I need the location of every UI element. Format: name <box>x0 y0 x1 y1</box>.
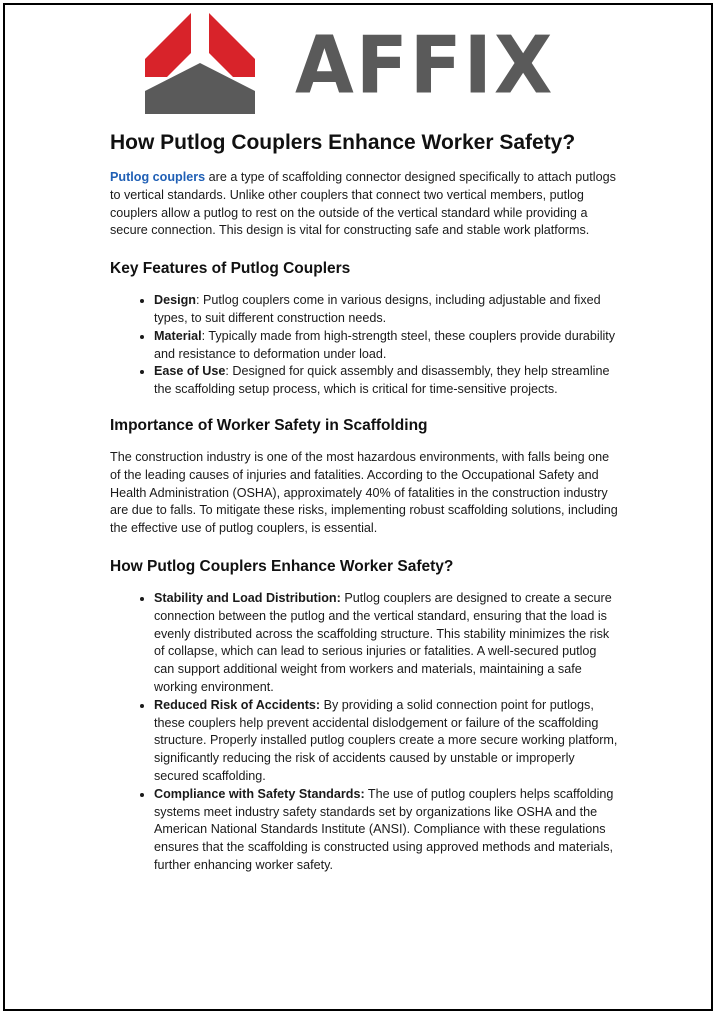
affix-logo <box>145 13 565 117</box>
intro-text: are a type of scaffolding connector designed specifically to attach putlogs to vertical standards. Unlike other couplers that connect two vertical members, putlog couplers allow a putlog to rest on the outside of the vertical standard while providing a secure connection. This design is vital for constructing safe and stable work platforms. <box>110 170 616 238</box>
list-item: • Reduced Risk of Accidents: By providing a solid connection point for putlogs, these couplers help prevent accidental dislodgement or failure of the scaffolding structure. Properly installed putlog couplers create a more secure working platform, significantly reducing the risk of accidents caused by unstable or improperly secured scaffolding. <box>154 697 620 786</box>
affix-logo-mark <box>145 13 255 115</box>
list-item: • Material: Typically made from high-strength steel, these couplers provide durability and resistance to deformation under load. <box>154 328 620 364</box>
list-item: • Ease of Use: Designed for quick assembly and disassembly, they help streamline the scaffolding setup process, which is critical for time-sensitive projects. <box>154 363 620 399</box>
features-heading: Key Features of Putlog Couplers <box>110 260 351 278</box>
document-page <box>3 3 713 1011</box>
list-item: • Design: Putlog couplers come in various designs, including adjustable and fixed types, to suit different construction needs. <box>154 292 620 328</box>
list-item: • Stability and Load Distribution: Putlog couplers are designed to create a secure connection between the putlog and the vertical standard, ensuring that the load is evenly distributed across the scaffolding structure. This stability minimizes the risk of collapse, which can lead to serious injuries or fatalities. A well-secured putlog can support additional weight from workers and materials, maintaining a safe working environment. <box>154 590 620 697</box>
list-item: • Compliance with Safety Standards: The use of putlog couplers helps scaffolding systems meet industry safety standards set by organizations like OSHA and the American National Standards Institute (ANSI). Compliance with these regulations ensures that the scaffolding is constructed using approved methods and materials, further enhancing worker safety. <box>154 786 620 875</box>
enhance-heading: How Putlog Couplers Enhance Worker Safety? <box>110 557 454 575</box>
enhance-list <box>110 590 620 875</box>
putlog-couplers-link[interactable]: Putlog couplers <box>110 170 206 184</box>
intro-paragraph <box>110 169 620 240</box>
page-title: How Putlog Couplers Enhance Worker Safety? <box>110 131 576 154</box>
importance-heading: Importance of Worker Safety in Scaffolding <box>110 416 428 434</box>
article <box>110 131 620 893</box>
importance-paragraph: The construction industry is one of the most hazardous environments, with falls being one of the leading causes of injuries and fatalities. According to the Occupational Safety and Health Administration (OSHA), approximately 40% of fatalities in the construction industry are due to falls. To mitigate these risks, implementing robust scaffolding solutions, including the effective use of putlog couplers, is essential. <box>110 449 618 536</box>
features-list <box>110 292 620 399</box>
logo-wordmark: AFFIX <box>295 17 555 112</box>
